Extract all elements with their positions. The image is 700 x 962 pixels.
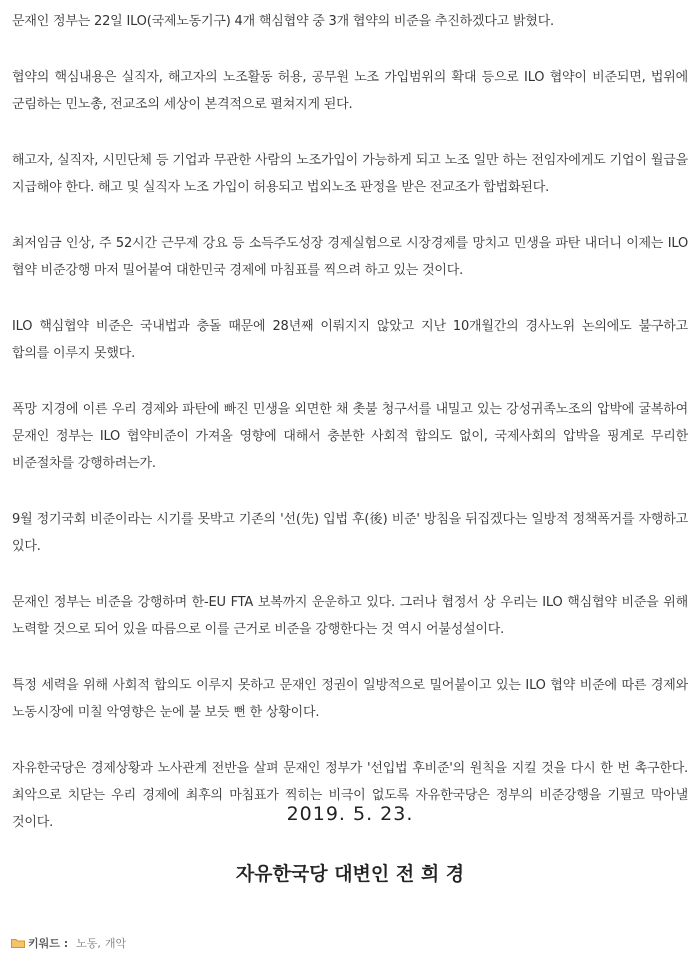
paragraph-9: 특정 세력을 위해 사회적 합의도 이루지 못하고 문재인 정권이 일방적으로 밀어붙이고 있는 ILO 협약 비준에 따른 경제와 노동시장에 미칠 악영향은 눈에 불 보듯 뻔 한 상황이다. bbox=[12, 678, 688, 720]
paragraph-5: ILO 핵심협약 비준은 국내법과 충돌 때문에 28년째 이뤄지지 않았고 지난 10개월간의 경사노위 논의에도 불구하고 합의를 이루지 못했다. bbox=[12, 319, 688, 361]
paragraph-3: 해고자, 실직자, 시민단체 등 기업과 무관한 사람의 노조가입이 가능하게 되고 노조 일만 하는 전임자에게도 기업이 월급을 지급해야 한다. 해고 및 실직자 노조 가입이 허용되고 법외노조 판정을 받은 전교조가 합법화된다. bbox=[12, 153, 688, 195]
paragraph-8: 문재인 정부는 비준을 강행하며 한-EU FTA 보복까지 운운하고 있다. 그러나 협정서 상 우리는 ILO 핵심협약 비준을 위해 노력할 것으로 되어 있을 따름으로 이를 근거로 비준을 강행한다는 것 역시 어불성설이다. bbox=[12, 595, 688, 637]
paragraph-1: 문재인 정부는 22일 ILO(국제노동기구) 4개 핵심협약 중 3개 협약의 비준을 추진하겠다고 밝혔다. bbox=[12, 14, 554, 29]
paragraph-2: 협약의 핵심내용은 실직자, 해고자의 노조활동 허용, 공무원 노조 가입범위의 확대 등으로 ILO 협약이 비준되면, 법위에 군림하는 민노총, 전교조의 세상이 본격적으로 펼쳐지게 된다. bbox=[12, 70, 688, 112]
keyword-link[interactable]: 노동 bbox=[76, 937, 98, 950]
statement-date: 2019. 5. 23. bbox=[286, 803, 414, 825]
folder-icon bbox=[11, 938, 25, 948]
paragraph-10: 자유한국당은 경제상황과 노사관계 전반을 살펴 문재인 정부가 '선입법 후비준'의 원칙을 지킬 것을 다시 한 번 촉구한다. 최악으로 치닫는 우리 경제에 최후의 마침표가 찍히는 비극이 없도록 자유한국당은 정부의 비준강행을 기필코 막아낼 것이다. bbox=[12, 761, 688, 830]
keyword-label: 키워드 : bbox=[28, 937, 69, 950]
paragraph-4: 최저임금 인상, 주 52시간 근무제 강요 등 소득주도성장 경제실험으로 시장경제를 망치고 민생을 파탄 내더니 이제는 ILO 협약 비준강행 마저 밀어붙여 대한민국 경제에 마침표를 찍으려 하고 있는 것이다. bbox=[12, 236, 688, 278]
paragraph-7: 9월 정기국회 비준이라는 시기를 못박고 기존의 '선(先) 입법 후(後) 비준' 방침을 뒤집겠다는 일방적 정책폭거를 자행하고 있다. bbox=[12, 512, 688, 554]
keyword-separator: , bbox=[97, 936, 101, 950]
paragraph-6: 폭망 지경에 이른 우리 경제와 파탄에 빠진 민생을 외면한 채 촛불 청구서를 내밀고 있는 강성귀족노조의 압박에 굴복하여 문재인 정부는 ILO 협약비준이 가져올 영향에 대해서 충분한 사회적 합의도 없이, 국제사회의 압박을 핑계로 무리한 비준절차를 강행하려는가. bbox=[12, 402, 688, 471]
spokesperson-signature: 자유한국당 대변인 전 희 경 bbox=[235, 863, 465, 885]
keyword-link[interactable]: 개악 bbox=[104, 937, 127, 950]
article-body bbox=[12, 8, 688, 865]
keyword-row bbox=[11, 935, 126, 951]
